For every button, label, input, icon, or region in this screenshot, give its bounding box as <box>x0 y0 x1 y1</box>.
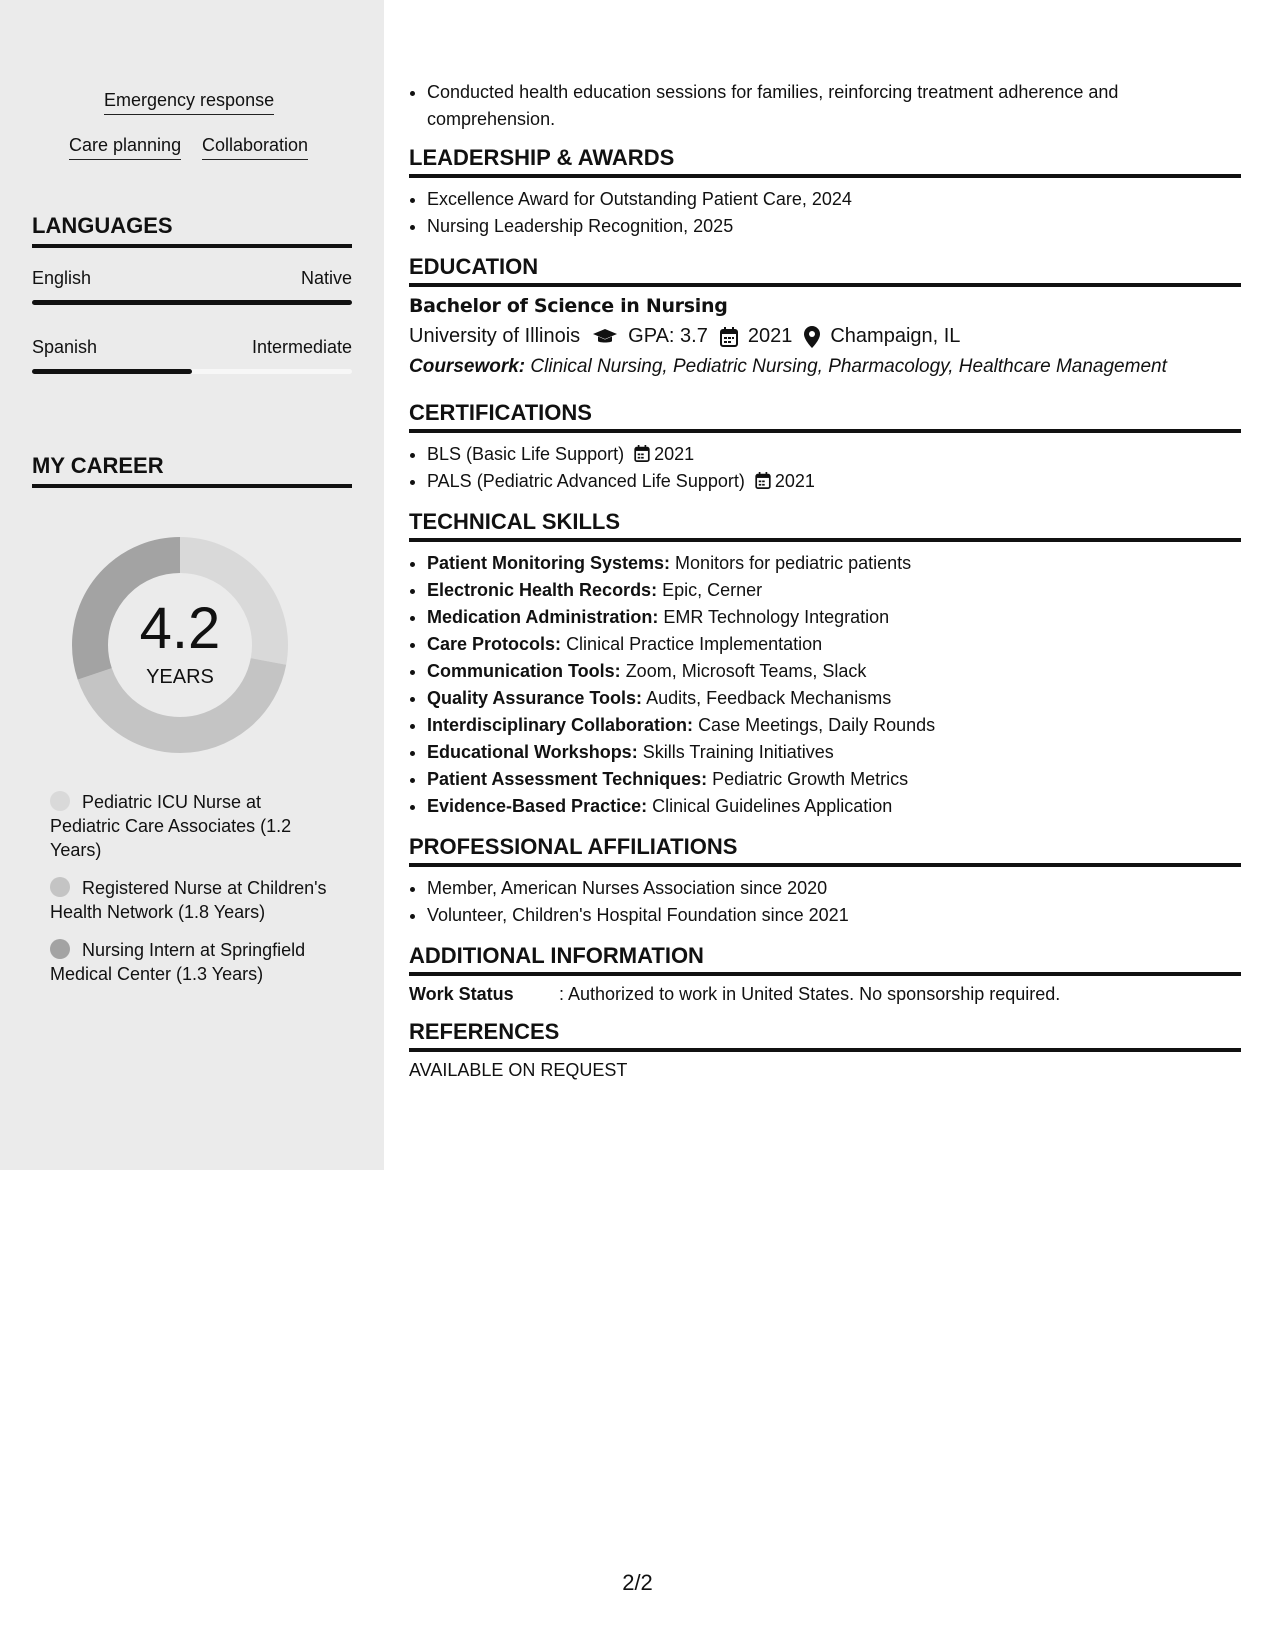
career-legend-item <box>50 876 330 924</box>
list-item <box>427 631 1241 658</box>
skill-value: Clinical Guidelines Application <box>652 796 893 816</box>
calendar-icon <box>634 445 650 462</box>
skill-label: Care Protocols: <box>427 634 562 654</box>
list-item: • Member, American Nurses Association since 2020 <box>427 875 1241 902</box>
leadership-list <box>409 186 1241 240</box>
career-legend-label: Nursing Intern at Springfield Medical Center (1.3 Years) <box>50 940 306 984</box>
work-status-label: Work Status <box>409 984 514 1004</box>
list-item <box>427 685 1241 712</box>
location-pin-icon <box>804 326 820 348</box>
technical-skills-heading: TECHNICAL SKILLS <box>409 509 1241 542</box>
certification-year: 2021 <box>654 444 695 464</box>
language-row <box>32 337 352 358</box>
education-year: 2021 <box>747 325 793 347</box>
legend-dot <box>50 939 70 959</box>
skill-value: Zoom, Microsoft Teams, Slack <box>625 661 867 681</box>
coursework-label: Coursework: <box>409 356 526 377</box>
skill-label: Evidence-Based Practice: <box>427 796 648 816</box>
certification-year: 2021 <box>774 471 815 491</box>
calendar-icon <box>755 472 771 489</box>
work-status-value: : Authorized to work in United States. No sponsorship required. <box>559 984 1061 1004</box>
education-degree: Bachelor of Science in Nursing <box>409 295 728 317</box>
list-item: • Nursing Leadership Recognition, 2025 <box>427 213 1241 240</box>
skill-label: Interdisciplinary Collaboration: <box>427 715 694 735</box>
certifications-list <box>409 441 1241 495</box>
coursework-list: Clinical Nursing, Pediatric Nursing, Pharmacology, Healthcare Management <box>530 356 1167 377</box>
skill-label: Quality Assurance Tools: <box>427 688 643 708</box>
career-legend-label: Registered Nurse at Children's Health Network (1.8 Years) <box>50 878 327 922</box>
language-name: English <box>32 268 92 288</box>
experience-bullets <box>409 79 1241 133</box>
language-bar-fill <box>32 369 192 374</box>
list-item <box>427 577 1241 604</box>
list-item <box>427 793 1241 820</box>
career-legend-label: Pediatric ICU Nurse at Pediatric Care Associates (1.2 Years) <box>50 792 292 860</box>
skill-value: Clinical Practice Implementation <box>566 634 823 654</box>
references-text: AVAILABLE ON REQUEST <box>409 1060 628 1080</box>
references-heading: REFERENCES <box>409 1019 1241 1052</box>
language-level: Intermediate <box>251 337 352 357</box>
leadership-heading: LEADERSHIP & AWARDS <box>409 145 1241 178</box>
language-row <box>32 268 352 289</box>
list-item <box>427 441 1241 468</box>
skill-label: Medication Administration: <box>427 607 659 627</box>
education-details <box>409 325 1241 348</box>
career-heading: MY CAREER <box>32 453 352 488</box>
education-gpa: GPA: 3.7 <box>628 325 708 347</box>
list-item <box>427 712 1241 739</box>
skill-value: Audits, Feedback Mechanisms <box>646 688 892 708</box>
language-bar <box>32 369 352 374</box>
education-location: Champaign, IL <box>830 325 961 347</box>
language-name: Spanish <box>32 337 98 357</box>
legend-dot <box>50 877 70 897</box>
language-bar-fill <box>32 300 352 305</box>
education-coursework <box>409 356 1241 378</box>
skill-tag: Emergency response <box>104 90 274 115</box>
skill-value: Pediatric Growth Metrics <box>712 769 909 789</box>
skill-value: Epic, Cerner <box>662 580 763 600</box>
skill-value: Case Meetings, Daily Rounds <box>698 715 936 735</box>
skill-value: Monitors for pediatric patients <box>675 553 912 573</box>
certification-name: PALS (Pediatric Advanced Life Support) <box>427 471 745 491</box>
skill-tag: Care planning <box>69 135 181 160</box>
career-legend-item <box>50 790 330 862</box>
language-level: Native <box>300 268 352 288</box>
skill-label: Communication Tools: <box>427 661 621 681</box>
career-total-years: 4.2 <box>139 596 221 661</box>
skill-label: Educational Workshops: <box>427 742 638 762</box>
main-content <box>409 79 1241 1081</box>
affiliations-list <box>409 875 1241 929</box>
skill-value: Skills Training Initiatives <box>642 742 834 762</box>
skill-label: Patient Monitoring Systems: <box>427 553 671 573</box>
legend-dot <box>50 791 70 811</box>
graduation-cap-icon <box>592 328 618 346</box>
language-bar <box>32 300 352 305</box>
work-status-row <box>409 984 1241 1005</box>
list-item <box>427 604 1241 631</box>
list-item: • Volunteer, Children's Hospital Foundation since 2021 <box>427 902 1241 929</box>
list-item <box>427 468 1241 495</box>
list-item <box>427 766 1241 793</box>
career-legend-item <box>50 938 330 986</box>
skill-value: EMR Technology Integration <box>663 607 890 627</box>
calendar-icon <box>720 327 738 347</box>
languages-heading: LANGUAGES <box>32 213 352 248</box>
career-unit-label: YEARS <box>146 666 214 688</box>
affiliations-heading: PROFESSIONAL AFFILIATIONS <box>409 834 1241 867</box>
career-legend <box>50 790 330 1000</box>
list-item <box>427 658 1241 685</box>
list-item <box>427 550 1241 577</box>
list-item: • Conducted health education sessions for families, reinforcing treatment adherence and comprehension. <box>427 79 1241 133</box>
certifications-heading: CERTIFICATIONS <box>409 400 1241 433</box>
certification-name: BLS (Basic Life Support) <box>427 444 625 464</box>
additional-info-heading: ADDITIONAL INFORMATION <box>409 943 1241 976</box>
sidebar <box>0 0 384 1170</box>
skill-label: Patient Assessment Techniques: <box>427 769 708 789</box>
technical-skills-list <box>409 550 1241 820</box>
education-school: University of Illinois <box>409 325 581 347</box>
list-item <box>427 739 1241 766</box>
list-item: • Excellence Award for Outstanding Patient Care, 2024 <box>427 186 1241 213</box>
education-heading: EDUCATION <box>409 254 1241 287</box>
skill-label: Electronic Health Records: <box>427 580 658 600</box>
skill-tag: Collaboration <box>202 135 308 160</box>
page-number: 2/2 <box>622 1570 653 1595</box>
